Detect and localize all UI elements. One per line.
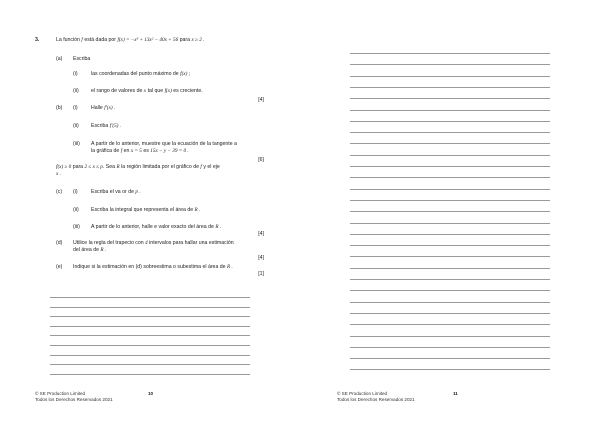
answer-line [350,200,550,201]
answer-line [350,302,550,303]
part-d-text-line2: del área de R . [73,247,107,253]
answer-line [350,313,550,314]
answer-line [350,245,550,246]
part-b-label: (b) [56,105,63,111]
answer-line [350,369,550,370]
part-e-label: (e) [56,264,63,270]
answer-line [350,189,550,190]
question-number: 3. [35,37,40,43]
part-c-i-text: Escriba el va or de p . [91,189,141,195]
answer-line [350,223,550,224]
answer-line [50,345,250,346]
answer-line [350,268,550,269]
part-a-label: (a) [56,56,63,62]
answer-line [350,290,550,291]
answer-line [50,316,250,317]
part-a-ii-text: el rango de valores de x tal que f(x) es creciente. [91,88,203,94]
part-b-marks: [6] [258,157,264,163]
part-b-ii-text: Escriba f′(5) . [91,123,121,129]
part-c-iii-num: (iii) [73,224,80,230]
answer-line [350,53,550,54]
answer-line [50,335,250,336]
right-page [300,0,600,424]
part-d-label: (d) [56,240,63,246]
part-a-i-text: las coordenadas del punto máximo de f(x) ; [91,71,191,77]
part-a-i-num: (i) [73,71,78,77]
part-d-text: Utilice la regla del trapecio con 4 intervalos para hallar una estimación [73,240,234,246]
answer-line [50,355,250,356]
answer-line [50,364,250,365]
answer-line [350,279,550,280]
part-b-ii-num: (ii) [73,123,79,129]
page-number-left: 10 [148,391,154,396]
part-e-marks: [1] [258,271,264,277]
answer-line [50,297,250,298]
part-a-ii-num: (ii) [73,88,79,94]
part-c-iii-text: A partir de lo anterior, halle e valor exacto del área de R . [91,224,222,230]
answer-line [350,324,550,325]
part-b-i-text: Halle f′(x) . [91,105,116,111]
answer-line [350,76,550,77]
part-c-ii-text: Escriba la integral que representa el área de R . [91,207,201,213]
answer-line [350,87,550,88]
part-b-iii-line1: A partir de lo anterior, muestre que la ecuación de la tangente a [91,141,237,147]
part-b-i-num: (i) [73,105,78,111]
part-a-lead: Escriba [73,56,91,62]
part-b-iii-line2: la gráfica de f en x = 5 es 15x − y − 39 = 0 . [91,148,189,154]
part-c-marks: [4] [258,231,264,237]
part-b-iii-num: (iii) [73,141,80,147]
answer-line [350,256,550,257]
answer-line [350,234,550,235]
answer-line [350,64,550,65]
answer-line [350,155,550,156]
answer-line [50,326,250,327]
answer-line [50,374,250,375]
part-a-marks: [4] [258,97,264,103]
answer-line [350,110,550,111]
answer-line [350,177,550,178]
answer-line [350,98,550,99]
region-statement-end: x . [56,171,61,177]
footer-right-copyright: © SE Production Limited Todos los Derechos Reservados 2021 [337,391,415,402]
answer-line [350,121,550,122]
part-c-label: (c) [56,189,63,195]
part-d-marks: [4] [258,255,264,261]
footer-left-copyright: © SE Production Limited Todos los Derechos Reservados 2021 [35,391,113,402]
answer-line [350,166,550,167]
answer-line [50,307,250,308]
question-stem: La función f está dada por f(x) = −x³ + 13x² − 40x + 56 para x ≥ 2 . [56,37,205,43]
answer-line [350,358,550,359]
part-c-i-num: (i) [73,189,78,195]
page-number-right: 11 [453,391,458,396]
answer-line [350,336,550,337]
answer-line [350,347,550,348]
part-c-ii-num: (ii) [73,207,79,213]
part-e-text: Indique si la estimación en (d) sobreestima o subestima el área de R . [73,264,233,270]
region-statement: f(x) ≥ 0 para 2 ≤ x ≤ p. Sea R la región limitada por el gráfico de f y el eje [56,164,220,170]
answer-line [350,132,550,133]
answer-line [350,211,550,212]
answer-line [350,143,550,144]
